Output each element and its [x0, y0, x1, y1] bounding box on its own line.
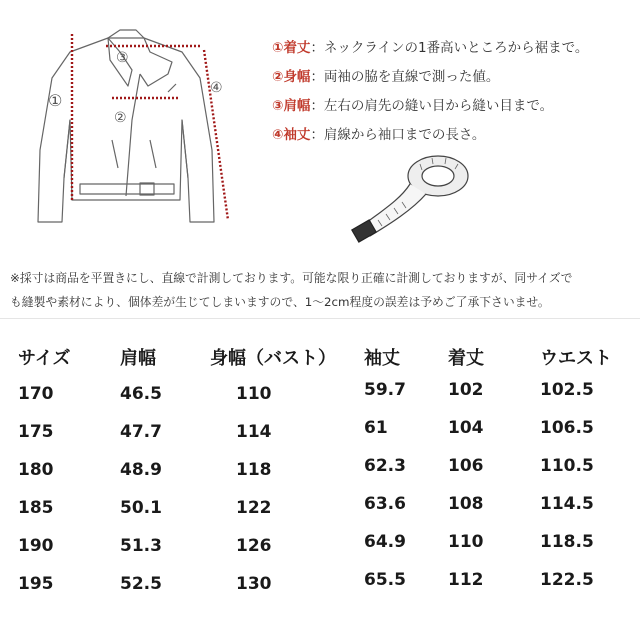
table-cell-bust: 122	[236, 498, 272, 518]
table-cell-length: 102	[448, 380, 484, 400]
legend-desc: ：肩線から袖口までの長さ。	[310, 127, 486, 143]
table-cell-length: 108	[448, 494, 484, 514]
table-cell-size: 185	[18, 498, 54, 518]
legend-name: 身幅	[283, 69, 311, 85]
measure-lines	[72, 34, 228, 220]
table-cell-shoulder: 46.5	[120, 384, 162, 404]
table-cell-waist: 110.5	[540, 456, 594, 476]
measuring-tape-icon	[340, 140, 480, 250]
table-cell-size: 175	[18, 422, 54, 442]
legend-row	[272, 63, 632, 92]
note-line-2: も縫製や素材により、個体差が生じてしまいますので、1～2cm程度の誤差は予めご了承下さいませ。	[10, 295, 550, 309]
table-cell-sleeve: 65.5	[364, 570, 406, 590]
table-cell-sleeve: 61	[364, 418, 388, 438]
diagram-label-4: ④	[210, 80, 223, 96]
legend-name: 袖丈	[283, 127, 311, 143]
table-cell-size: 190	[18, 536, 54, 556]
table-cell-bust: 130	[236, 574, 272, 594]
table-cell-waist: 118.5	[540, 532, 594, 552]
table-cell-size: 170	[18, 384, 54, 404]
legend-desc: ：両袖の脇を直線で測った値。	[310, 69, 500, 85]
table-cell-bust: 118	[236, 460, 272, 480]
table-header-bust: 身幅（バスト）	[210, 348, 336, 369]
table-cell-waist: 114.5	[540, 494, 594, 514]
legend-num: ①	[272, 40, 284, 56]
table-cell-size: 195	[18, 574, 54, 594]
table-header-sleeve: 袖丈	[364, 348, 400, 369]
legend-name: 肩幅	[283, 98, 311, 114]
table-header-length: 着丈	[448, 348, 484, 369]
table-cell-waist: 102.5	[540, 380, 594, 400]
table-header-shoulder: 肩幅	[120, 348, 156, 369]
table-cell-length: 110	[448, 532, 484, 552]
table-cell-waist: 106.5	[540, 418, 594, 438]
note-line-1: ※採寸は商品を平置きにし、直線で計測しております。可能な限り正確に計測しておりますが、同サイズで	[10, 271, 573, 285]
table-cell-shoulder: 47.7	[120, 422, 162, 442]
table-cell-length: 106	[448, 456, 484, 476]
table-cell-sleeve: 63.6	[364, 494, 406, 514]
table-cell-sleeve: 59.7	[364, 380, 406, 400]
table-cell-waist: 122.5	[540, 570, 594, 590]
table-header-size: サイズ	[18, 348, 71, 369]
table-cell-shoulder: 52.5	[120, 574, 162, 594]
size-table	[0, 338, 640, 638]
table-cell-sleeve: 64.9	[364, 532, 406, 552]
table-cell-bust: 126	[236, 536, 272, 556]
table-cell-shoulder: 48.9	[120, 460, 162, 480]
diagram-label-3: ③	[116, 50, 129, 66]
jacket-measurement-diagram	[0, 0, 260, 260]
legend-desc: ：左右の肩先の縫い目から縫い目まで。	[310, 98, 554, 114]
table-cell-shoulder: 51.3	[120, 536, 162, 556]
legend-row	[272, 34, 632, 63]
diagram-label-2: ②	[114, 110, 127, 126]
table-cell-length: 112	[448, 570, 484, 590]
table-cell-bust: 110	[236, 384, 272, 404]
measurement-note	[10, 266, 635, 314]
measurement-legend	[272, 34, 632, 150]
legend-name: 着丈	[283, 40, 311, 56]
legend-desc: ：ネックラインの1番高いところから裾まで。	[310, 40, 589, 56]
table-cell-shoulder: 50.1	[120, 498, 162, 518]
table-header-waist: ウエスト	[540, 348, 612, 369]
table-cell-bust: 114	[236, 422, 272, 442]
divider	[0, 318, 640, 319]
diagram-label-1: ①	[48, 91, 63, 110]
legend-num: ③	[272, 98, 284, 114]
legend-num: ④	[272, 127, 284, 143]
table-cell-length: 104	[448, 418, 484, 438]
legend-row	[272, 92, 632, 121]
table-cell-size: 180	[18, 460, 54, 480]
legend-num: ②	[272, 69, 284, 85]
table-cell-sleeve: 62.3	[364, 456, 406, 476]
